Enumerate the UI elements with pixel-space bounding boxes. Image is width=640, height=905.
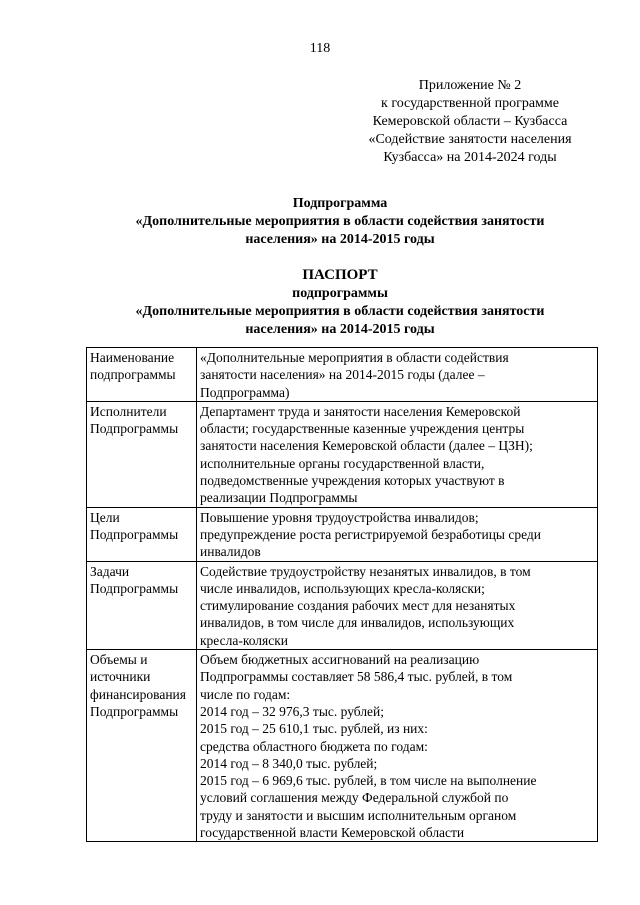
row-label: Подпрограммы xyxy=(90,526,179,542)
passport-heading-line: населения» на 2014-2015 годы xyxy=(245,322,435,337)
row-value-cell xyxy=(197,348,598,402)
row-value: Подпрограмма) xyxy=(200,384,290,400)
subprogram-heading-line: населения» на 2014-2015 годы xyxy=(245,232,435,247)
row-value-cell xyxy=(197,401,598,507)
row-value: исполнительные органы государственной власти, xyxy=(200,455,485,471)
table-row xyxy=(87,561,598,649)
row-label: Подпрограммы xyxy=(90,580,179,596)
row-value: реализации Подпрограммы xyxy=(200,490,358,506)
row-value: труду и занятости и высшим исполнительным органом xyxy=(200,807,517,823)
page-number: 118 xyxy=(309,41,331,56)
row-value: «Дополнительные мероприятия в области содействия xyxy=(200,350,509,365)
passport-title: ПАСПОРТ xyxy=(302,267,378,283)
row-label: подпрограммы xyxy=(90,367,176,383)
row-label: Исполнители xyxy=(90,403,167,419)
row-label: Цели xyxy=(90,509,120,525)
row-value: Повышение уровня трудоустройства инвалидов; xyxy=(200,509,479,525)
passport-heading xyxy=(80,266,600,339)
appendix-line: «Содействие занятости населения xyxy=(368,132,572,147)
row-value: 2015 год – 6 969,6 тыс. рублей, в том числе на выполнение xyxy=(200,773,537,789)
row-value: средства областного бюджета по годам: xyxy=(200,738,428,754)
appendix-line: Кемеровской области – Кузбасса xyxy=(372,114,568,129)
row-label-cell xyxy=(87,348,197,402)
row-label: Подпрограммы xyxy=(90,421,179,437)
table-row xyxy=(87,348,598,402)
row-label: Объемы и xyxy=(90,652,148,668)
row-value: области; государственные казенные учреждения центры xyxy=(200,421,525,437)
row-value: Департамент труда и занятости населения Кемеровской xyxy=(200,403,521,419)
row-value-cell xyxy=(197,507,598,561)
row-label: Наименование xyxy=(90,350,175,365)
row-value: инвалидов xyxy=(200,544,261,560)
row-value: 2014 год – 8 340,0 тыс. рублей; xyxy=(200,755,378,771)
row-label: финансирования xyxy=(90,686,186,702)
row-value: Содействие трудоустройству незанятых инвалидов, в том xyxy=(200,563,531,579)
row-value: числе по годам: xyxy=(200,686,291,702)
subprogram-heading-line: Подпрограмма xyxy=(292,196,388,211)
row-label: источники xyxy=(90,669,151,685)
row-label: Подпрограммы xyxy=(90,703,179,719)
row-value: предупреждение роста регистрируемой безработицы среди xyxy=(200,526,542,542)
row-value: подведомственные учреждения которых участвуют в xyxy=(200,473,505,489)
row-label-cell xyxy=(87,507,197,561)
row-label-cell xyxy=(87,401,197,507)
row-value-cell xyxy=(197,650,598,842)
row-value: инвалидов, в том числе для инвалидов, использующих xyxy=(200,615,515,631)
row-value: Объем бюджетных ассигнований на реализацию xyxy=(200,652,480,668)
row-label: Задачи xyxy=(90,563,130,579)
row-value: числе инвалидов, использующих кресла-коляски; xyxy=(200,580,485,596)
row-value: стимулирование создания рабочих мест для незанятых xyxy=(200,598,516,614)
row-label-cell xyxy=(87,650,197,842)
row-value: занятости населения» на 2014-2015 годы (далее – xyxy=(200,367,485,383)
subprogram-heading-line: «Дополнительные мероприятия в области содействия занятости xyxy=(135,214,545,229)
row-value-cell xyxy=(197,561,598,649)
row-value: Подпрограммы составляет 58 586,4 тыс. рублей, в том xyxy=(200,669,513,685)
row-value: занятости населения Кемеровской области (далее – ЦЗН); xyxy=(200,438,533,454)
passport-heading-line: подпрограммы xyxy=(292,286,388,301)
row-value: 2015 год – 25 610,1 тыс. рублей, из них: xyxy=(200,721,428,737)
table-row xyxy=(87,507,598,561)
appendix-line: Кузбасса» на 2014-2024 годы xyxy=(383,150,557,165)
appendix-note xyxy=(340,77,600,167)
row-value: условий соглашения между Федеральной службой по xyxy=(200,790,509,806)
appendix-line: Приложение № 2 xyxy=(418,78,522,93)
subprogram-heading xyxy=(80,195,600,249)
table-row xyxy=(87,650,598,842)
table-row xyxy=(87,401,598,507)
row-value: 2014 год – 32 976,3 тыс. рублей; xyxy=(200,703,385,719)
passport-table xyxy=(86,347,598,842)
row-value: кресла-коляски xyxy=(200,632,289,648)
appendix-line: к государственной программе xyxy=(381,96,559,111)
passport-heading-line: «Дополнительные мероприятия в области содействия занятости xyxy=(135,304,545,319)
row-value: государственной власти Кемеровской области xyxy=(200,825,465,841)
row-label-cell xyxy=(87,561,197,649)
